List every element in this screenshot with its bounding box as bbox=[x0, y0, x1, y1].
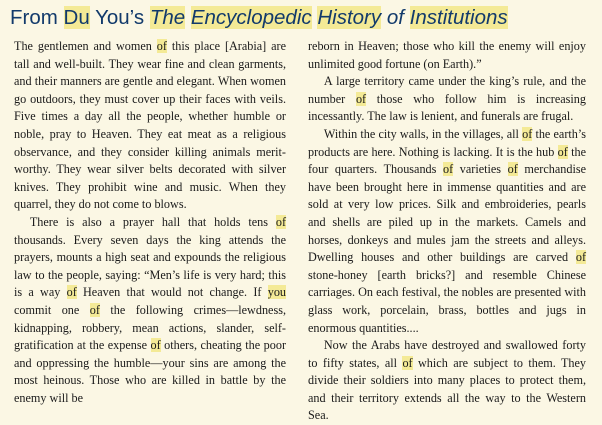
highlighted-word: of bbox=[355, 91, 367, 106]
highlighted-word: of bbox=[507, 162, 518, 177]
highlighted-word: of bbox=[402, 355, 413, 370]
right-column bbox=[308, 38, 586, 425]
highlighted-word: of bbox=[575, 250, 586, 265]
paragraph: There is also a prayer hall that holds tens of thousands. Every seven days the king attends the prayers, mounts a high seat and expounds the religious law to the people, saying: “Men’s life is very hard; this is a way of Heaven that would not change. If you commit one of the following crimes—lewdness, kidnapping, robbery, mean actions, slander, self-gratification at the expense of others, cheating the poor and oppressing the humble—your sins are among the most heinous. Those who are killed in battle by the enemy will be bbox=[14, 214, 286, 405]
paragraph: The gentlemen and women of this place [Arabia] are tall and well-built. They wear fine and clean garments, and their manners are gentle and elegant. When women go outdoors, they must cover up their faces with veils. Five times a day all the people, whether humble or noble, pray to Heaven. They eat meat as a religious observance, and they consider killing animals merit-worthy. They wear silver belts decorated with silver knives. They prohibit wine and music. When they quarrel, they do not come to blows. bbox=[14, 39, 286, 212]
title-book-highlight: Institutions bbox=[409, 6, 508, 29]
highlighted-word: of bbox=[275, 214, 286, 229]
highlighted-word: you bbox=[267, 285, 286, 300]
highlighted-word: of bbox=[66, 285, 77, 300]
title-book-highlight: History bbox=[317, 6, 382, 29]
paragraph: Now the Arabs have destroyed and swallowed forty to fifty states, all of which are subject to them. They divide their soldiers into many places to protect them, and their territory extends all the way to the Western Sea. bbox=[308, 338, 586, 423]
highlighted-word: of bbox=[89, 302, 100, 317]
paragraph: Within the city walls, in the villages, all of the earth’s products are here. Nothing is lacking. It is the hub of the four quarters. Thousands of varieties of merchandise have been brought here in immense quantities and are sold at very low prices. Silk and embroideries, pearls and shells are piled up in the markets. Camels and horses, donkeys and mules jam the streets and alleys. Dwelling houses and other buildings are carved of stone-honey [earth bricks?] and resemble Chinese carriages. On each festival, the nobles are presented with glass work, porcelain, brass, bottles and jugs in enormous quantities.... bbox=[308, 126, 587, 335]
title-text: You’s bbox=[89, 6, 150, 29]
title-highlight: Du bbox=[63, 6, 90, 29]
excerpt-title bbox=[10, 4, 598, 32]
highlighted-word: of bbox=[150, 338, 161, 353]
left-column bbox=[14, 38, 286, 407]
highlighted-word: of bbox=[557, 144, 568, 159]
highlighted-word: of bbox=[156, 39, 167, 53]
title-text: From bbox=[10, 6, 64, 29]
title-book-highlight: Encyclopedic bbox=[190, 6, 312, 29]
title-book-text: of bbox=[386, 6, 404, 29]
highlighted-word: of bbox=[522, 126, 533, 141]
paragraph: A large territory came under the king’s rule, and the number of those who follow him is increasing incessantly. The law is lenient, and funerals are frugal. bbox=[308, 74, 586, 124]
paragraph: reborn in Heaven; those who kill the enemy will enjoy unlimited good fortune (on Earth).” bbox=[308, 39, 586, 71]
title-book-highlight: The bbox=[149, 6, 186, 29]
highlighted-word: of bbox=[443, 162, 454, 177]
